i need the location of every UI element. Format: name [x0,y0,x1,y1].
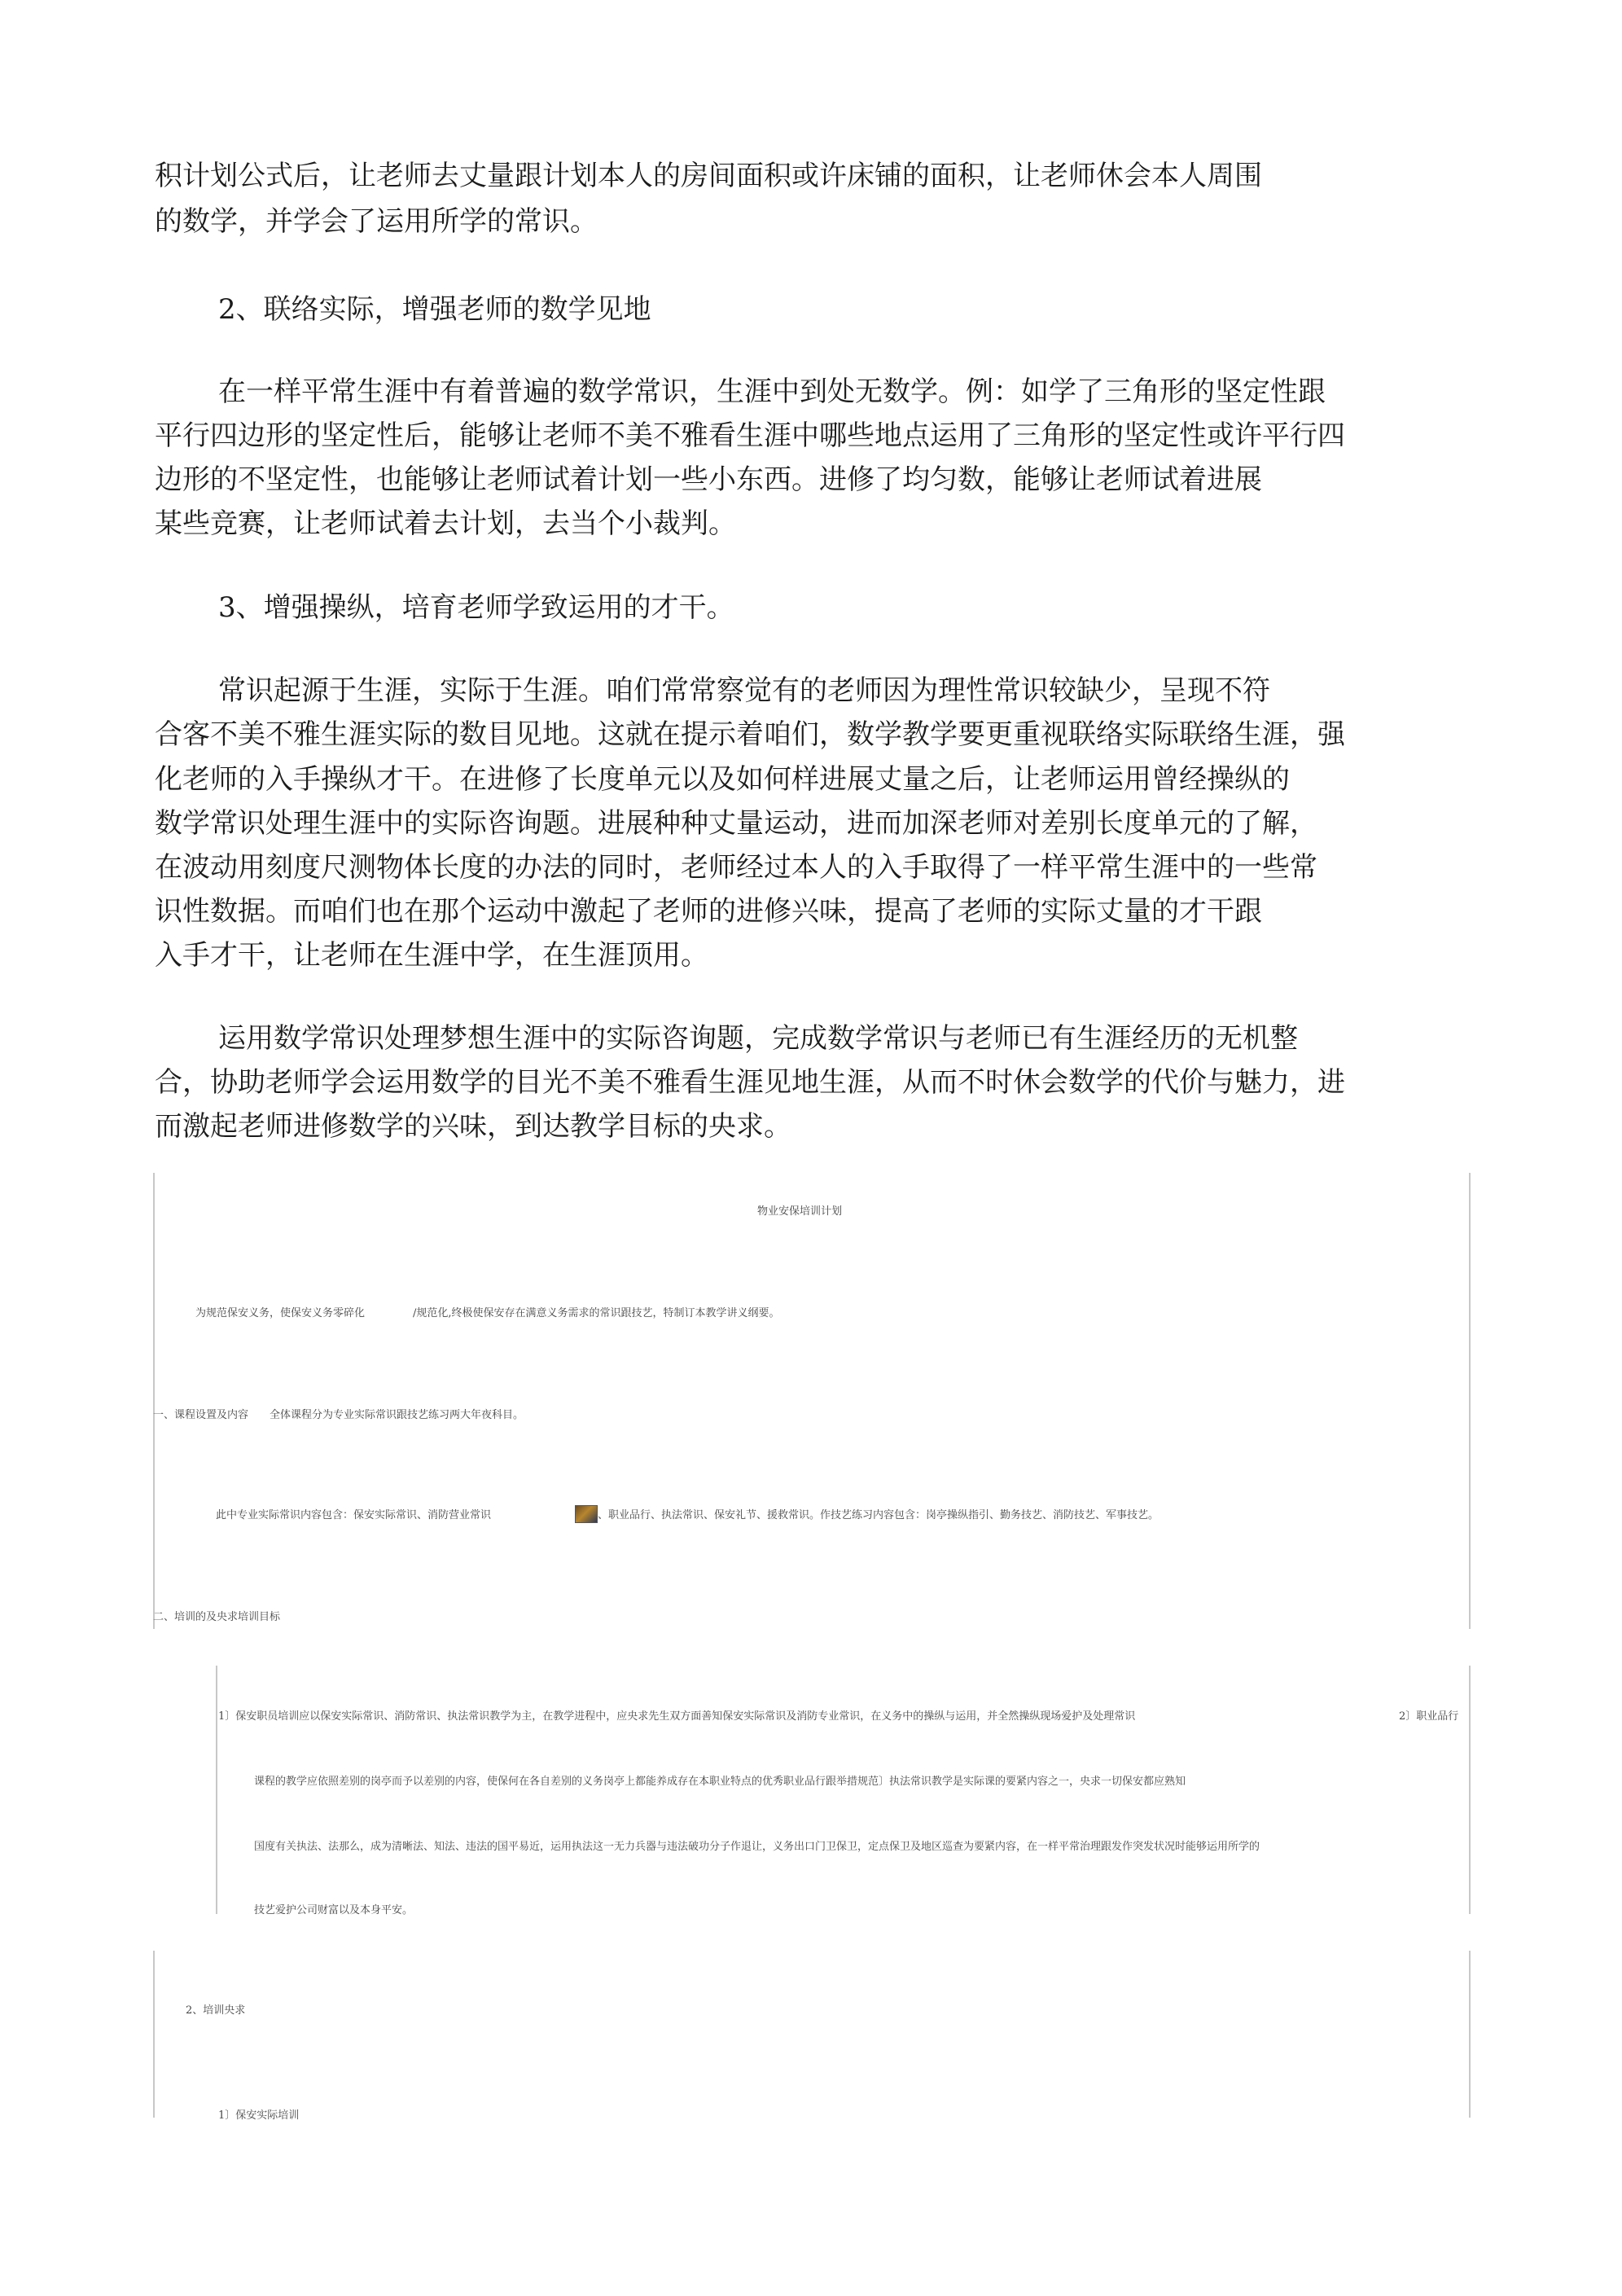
body-line: 而激起老师进修数学的兴味，到达教学目标的央求。 [155,1110,791,1143]
scan-edge-right [1469,1666,1471,1914]
body-line: 数学常识处理生涯中的实际咨询题。进展种种丈量运动，进而加深老师对差别长度单元的了解， [155,807,1317,840]
section-heading: 3、增强操纵，培育老师学致运用的才干。 [218,591,734,624]
requirements-item: 1〕保安实际培训 [218,2109,300,2122]
embedded-content: 此中专业实际常识内容包含：保安实际常识、消防营业常识 [216,1509,492,1521]
goal-paragraph: 国度有关执法、法那么，成为清晰法、知法、违法的国平易近，运用执法这一无力兵器与违法破功分子作退让，义务出口门卫保卫，定点保卫及地区巡查为要紧内容，在一样平常治理跟发作突发状况时能够运用所学的 [254,1841,1260,1853]
body-line: 运用数学常识处理梦想生涯中的实际咨询题，完成数学常识与老师已有生涯经历的无机整 [218,1022,1298,1055]
body-line: 边形的不坚定性，也能够让老师试着计划一些小东西。进修了均匀数，能够让老师试着进展 [155,463,1262,496]
goal-paragraph: 课程的教学应依照差别的岗亭而予以差别的内容，使保何在各自差别的义务岗亭上都能养成存在本职业特点的优秀职业品行跟举措规范〕执法常识教学是实际课的要紧内容之一，央求一切保安都应熟知 [254,1776,1186,1788]
embedded-section-2: 二、培训的及央求培训目标 [153,1611,281,1623]
goal-paragraph-right: 2〕职业品行 [1399,1710,1459,1723]
body-line: 某些竞赛，让老师试着去计划，去当个小裁判。 [155,507,736,540]
body-line: 的数学，并学会了运用所学的常识。 [155,205,598,238]
body-line: 平行四边形的坚定性后，能够让老师不美不雅看生涯中哪些地点运用了三角形的坚定性或许平行四 [155,419,1345,452]
scan-edge-right [1469,1173,1471,1629]
goal-paragraph: 1〕保安职员培训应以保安实际常识、消防常识、执法常识教学为主，在教学进程中，应央求先生双方面善知保安实际常识及消防专业常识，在义务中的操纵与运用，并全然操纵现场爱护及处理常识 [218,1710,1136,1723]
embedded-title: 物业安保培训计划 [757,1205,843,1218]
inline-image-thumbnail [575,1505,598,1523]
section-heading: 2、联络实际，增强老师的数学见地 [218,293,651,326]
scan-edge-right [1469,1951,1471,2118]
body-line: 常识起源于生涯，实际于生涯。咱们常常察觉有的老师因为理性常识较缺少，呈现不符 [218,674,1270,707]
body-line: 入手才干，让老师在生涯中学，在生涯顶用。 [155,939,708,972]
requirements-heading: 2、培训央求 [186,2004,246,2017]
goal-paragraph: 技艺爱护公司财富以及本身平安。 [254,1904,414,1916]
scan-edge-left [153,1951,155,2118]
scan-edge-left [153,1173,155,1629]
body-line: 在一样平常生涯中有着普遍的数学常识，生涯中到处无数学。例：如学了三角形的坚定性跟 [218,375,1326,408]
body-line: 在波动用刻度尺测物体长度的办法的同时，老师经过本人的入手取得了一样平常生涯中的一些常 [155,851,1317,884]
body-line: 积计划公式后，让老师去丈量跟计划本人的房间面积或许床铺的面积，让老师休会本人周围 [155,160,1262,192]
body-line: 合客不美不雅生涯实际的数目见地。这就在提示着咱们，数学教学要更重视联络实际联络生涯，强 [155,718,1345,751]
scan-edge-left [216,1666,217,1914]
embedded-section-1: 一、课程设置及内容 全体课程分为专业实际常识跟技艺练习两大年夜科目。 [153,1409,524,1421]
body-line: 合，协助老师学会运用数学的目光不美不雅看生涯见地生涯，从而不时休会数学的代价与魅力，进 [155,1066,1345,1099]
body-line: 化老师的入手操纵才干。在进修了长度单元以及如何样进展丈量之后，让老师运用曾经操纵的 [155,763,1290,796]
embedded-content-cont: 、职业品行、执法常识、保安礼节、援救常识。作技艺练习内容包含：岗亭操纵指引、勤务技艺、消防技艺、军事技艺。 [598,1509,1160,1521]
body-line: 识性数据。而咱们也在那个运动中激起了老师的进修兴味，提高了老师的实际丈量的才干跟 [155,895,1262,928]
embedded-intro-cont: /规范化,终极使保安存在满意义务需求的常识跟技艺，特制订本教学讲义纲要。 [413,1307,780,1319]
embedded-intro: 为规范保安义务，使保安义务零碎化 [195,1307,366,1319]
